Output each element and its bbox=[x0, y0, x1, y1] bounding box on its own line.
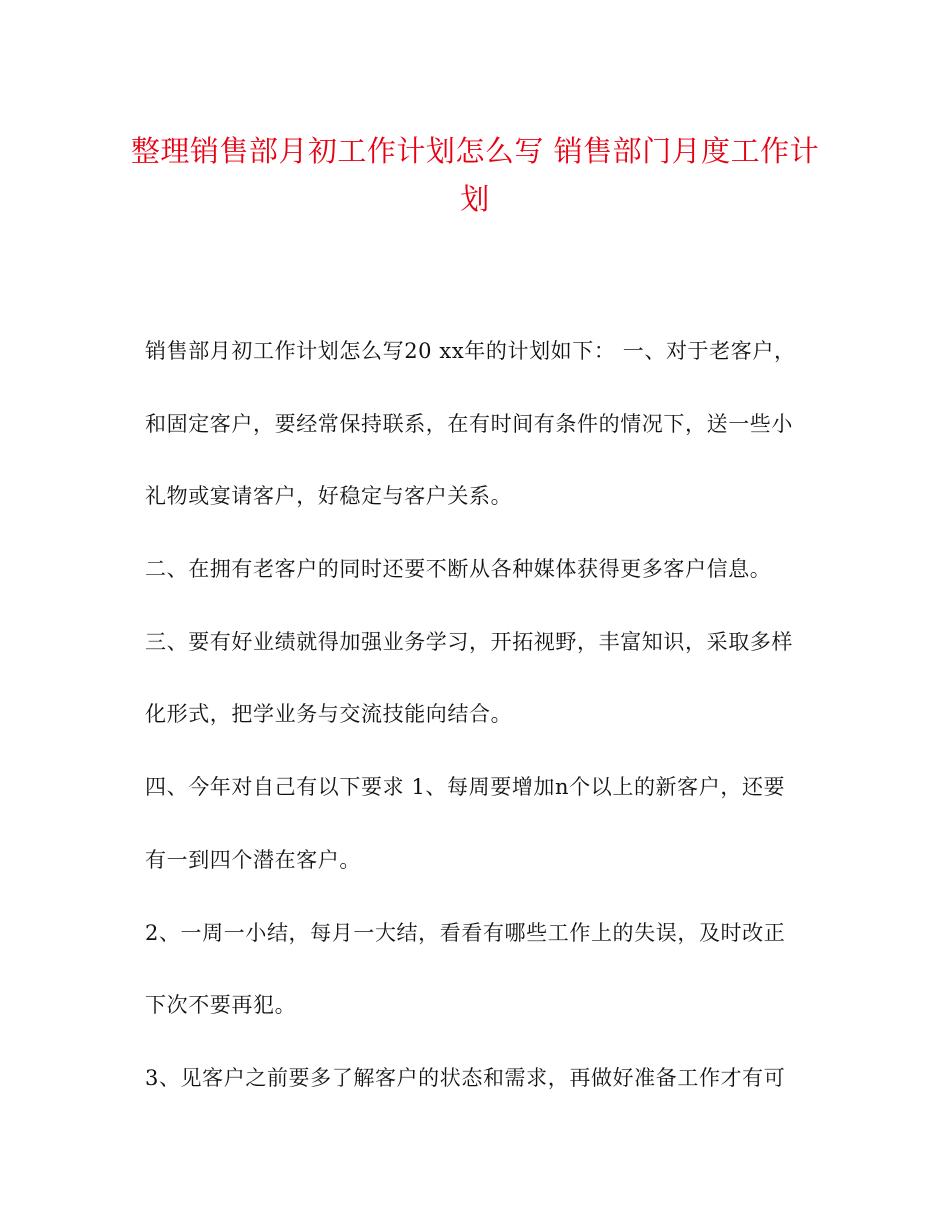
title-line-1: 整理销售部月初工作计划怎么写 销售部门月度工作计 bbox=[130, 134, 820, 168]
title-line-2: 划 bbox=[460, 182, 490, 216]
body-line: 2、一周一小结，每月一大结，看看有哪些工作上的失误，及时改正 bbox=[145, 920, 786, 945]
body-line: 礼物或宴请客户，好稳定与客户关系。 bbox=[145, 484, 513, 509]
body-line: 化形式，把学业务与交流技能向结合。 bbox=[145, 702, 513, 727]
body-line: 下次不要再犯。 bbox=[145, 993, 297, 1018]
body-line: 四、今年对自己有以下要求 1、每周要增加n个以上的新客户，还要 bbox=[145, 775, 786, 800]
document-body bbox=[145, 336, 805, 1136]
body-line: 和固定客户，要经常保持联系，在有时间有条件的情况下，送一些小 bbox=[145, 411, 793, 436]
document-title bbox=[120, 127, 830, 223]
body-line: 三、要有好业绩就得加强业务学习，开拓视野，丰富知识，采取多样 bbox=[145, 629, 793, 654]
body-line: 销售部月初工作计划怎么写20 xx年的计划如下： 一、对于老客户， bbox=[145, 339, 796, 363]
body-line: 二、在拥有老客户的同时还要不断从各种媒体获得更多客户信息。 bbox=[145, 557, 772, 582]
body-line: 有一到四个潜在客户。 bbox=[145, 847, 361, 872]
body-line: 3、见客户之前要多了解客户的状态和需求，再做好准备工作才有可 bbox=[145, 1065, 786, 1090]
